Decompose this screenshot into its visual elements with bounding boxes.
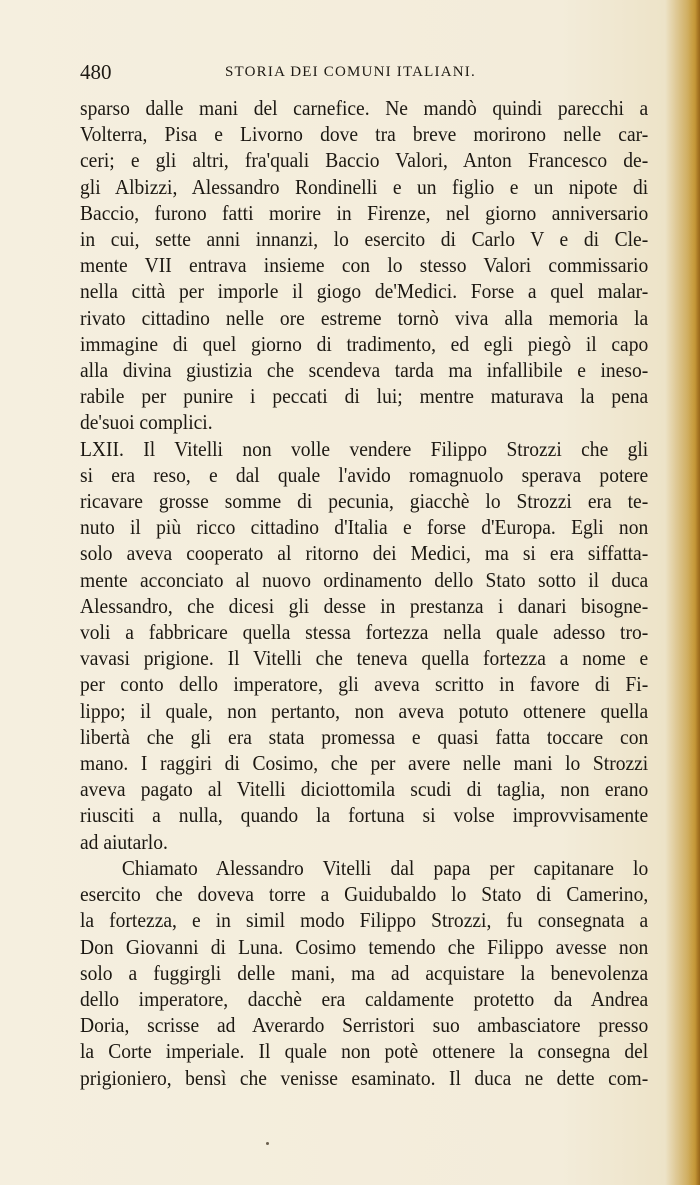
text-line: la Corte imperiale. Il quale non potè ottenere la consegna del xyxy=(80,1039,649,1064)
page-header xyxy=(80,60,658,86)
text-line: rabile per punire i peccati di lui; mentre maturava la pena xyxy=(80,384,649,409)
text-line: ricavare grosse somme di pecunia, giacchè lo Strozzi era te- xyxy=(80,489,649,514)
text-line: Alessandro, che dicesi gli desse in prestanza i danari bisogne- xyxy=(80,593,649,618)
text-line: per conto dello imperatore, gli aveva scritto in favore di Fi- xyxy=(80,672,649,697)
text-line: Doria, scrisse ad Averardo Serristori suo ambasciatore presso xyxy=(80,1013,649,1038)
text-line: aveva pagato al Vitelli diciottomila scudi di taglia, non erano xyxy=(80,777,649,802)
text-line: gli Albizzi, Alessandro Rondinelli e un figlio e un nipote di xyxy=(80,174,649,199)
text-line: voli a fabbricare quella stessa fortezza nella quale adesso tro- xyxy=(80,620,649,645)
text-line: nuto il più ricco cittadino d'Italia e forse d'Europa. Egli non xyxy=(80,515,649,540)
text-line: ad aiutarlo. xyxy=(80,829,168,854)
text-line: libertà che gli era stata promessa e quasi fatta toccare con xyxy=(80,724,649,749)
text-line: mente VII entrava insieme con lo stesso Valori commissario xyxy=(80,253,649,278)
text-line: alla divina giustizia che scendeva tarda ma infallibile e ineso- xyxy=(80,358,649,383)
text-line: lippo; il quale, non pertanto, non aveva potuto ottenere quella xyxy=(80,698,649,723)
text-line: immagine di quel giorno di tradimento, ed egli piegò il capo xyxy=(80,331,649,356)
text-line: mente acconciato al nuovo ordinamento dello Stato sotto il duca xyxy=(80,567,649,592)
text-line: esercito che doveva torre a Guidubaldo lo Stato di Camerino, xyxy=(80,882,649,907)
text-line: de'suoi complici. xyxy=(80,410,213,435)
text-line: Baccio, furono fatti morire in Firenze, nel giorno anniversario xyxy=(80,200,649,225)
running-title: STORIA DEI COMUNI ITALIANI. xyxy=(225,64,476,80)
text-line: solo a fuggirgli delle mani, ma ad acquistare la benevolenza xyxy=(80,960,649,985)
page-edge xyxy=(688,0,700,1185)
text-line: mano. I raggiri di Cosimo, che per avere nelle mani lo Strozzi xyxy=(80,751,649,776)
text-line: vavasi prigione. Il Vitelli che teneva quella fortezza a nome e xyxy=(80,646,649,671)
text-line: Volterra, Pisa e Livorno dove tra breve morirono nelle car- xyxy=(80,122,649,147)
text-line: in cui, sette anni innanzi, lo esercito di Carlo V e di Cle- xyxy=(80,227,649,252)
text-line: si era reso, e dal quale l'avido romagnuolo sperava potere xyxy=(80,462,649,487)
text-line: dello imperatore, dacchè era caldamente protetto da Andrea xyxy=(80,986,649,1011)
text-line: sparso dalle mani del carnefice. Ne mandò quindi parecchi a xyxy=(80,96,649,120)
text-line: nella città per imporle il giogo de'Medici. Forse a quel malar- xyxy=(80,279,649,304)
text-line: rivato cittadino nelle ore estreme tornò viva alla memoria la xyxy=(80,305,649,330)
text-line: la fortezza, e in simil modo Filippo Strozzi, fu consegnata a xyxy=(80,908,649,933)
text-line: solo aveva cooperato al ritorno dei Medici, ma si era siffatta- xyxy=(80,541,649,566)
paragraph-start-line: Chiamato Alessandro Vitelli dal papa per capitanare lo xyxy=(121,855,649,880)
page-number: 480 xyxy=(80,60,112,84)
text-line: riusciti a nulla, quando la fortuna si volse improvvisamente xyxy=(80,803,649,828)
body-text xyxy=(80,95,649,1091)
text-line: prigioniero, bensì che venisse esaminato. Il duca ne dette com- xyxy=(80,1065,649,1090)
text-line: ceri; e gli altri, fra'quali Baccio Valori, Anton Francesco de- xyxy=(80,148,649,173)
ink-speck xyxy=(266,1142,269,1145)
text-line: Don Giovanni di Luna. Cosimo temendo che Filippo avesse non xyxy=(80,934,649,959)
section-start-line: LXII. Il Vitelli non volle vendere Filippo Strozzi che gli xyxy=(80,436,649,461)
